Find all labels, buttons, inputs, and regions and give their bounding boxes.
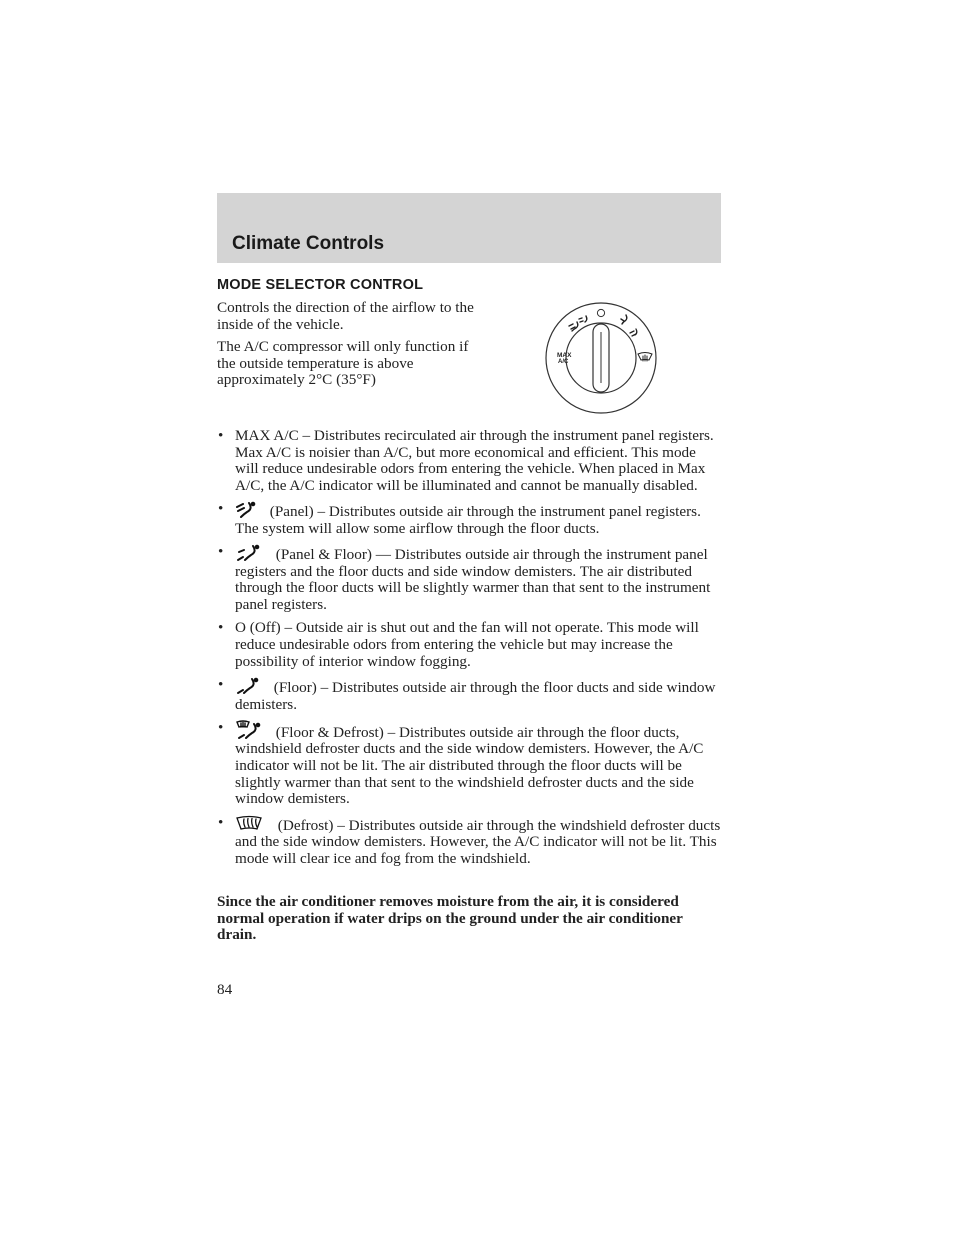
bullet-text: (Defrost) – Distributes outside air through the windshield defroster ducts and the side window demisters. However, the A/C indicator will not be lit. This mode will clear ice and fog from the windshield.	[235, 816, 721, 867]
condensation-note: Since the air conditioner removes moisture from the air, it is considered normal operation if water drips on the ground under the air conditioner drain.	[217, 893, 683, 944]
bullet-dot: •	[218, 675, 224, 693]
panel-floor-vent-icon	[235, 544, 265, 562]
bullet-dot: •	[218, 543, 224, 561]
bullet-max-ac	[217, 428, 723, 494]
intro-paragraph-airflow: Controls the direction of the airflow to the inside of the vehicle.	[217, 299, 474, 333]
panel-vent-icon	[235, 501, 259, 519]
intro-paragraph-compressor: The A/C compressor will only function if the outside temperature is above approximately 2°C (35°F)	[217, 338, 469, 389]
bullet-dot: •	[218, 718, 224, 736]
bullet-off	[217, 620, 723, 670]
bullet-dot: •	[218, 427, 224, 444]
floor-defrost-icon	[235, 720, 265, 740]
bullet-text: (Panel) – Distributes outside air through the instrument panel registers. The system will allow some airflow through the floor ducts.	[235, 503, 701, 537]
page-title: Climate Controls	[232, 233, 385, 254]
bullet-floor	[217, 677, 723, 713]
bullet-text: O (Off) – Outside air is shut out and the fan will not operate. This mode will reduce undesirable odors from entering the vehicle but may increase the possibility of interior window fogging.	[235, 619, 699, 670]
bullet-panel-floor	[217, 544, 723, 613]
bullet-defrost	[217, 815, 723, 868]
page-number: 84	[217, 981, 233, 998]
floor-vent-icon	[235, 677, 263, 695]
dial-max-label: MAX	[557, 352, 572, 359]
bullet-floor-defrost	[217, 720, 723, 808]
bullet-text: MAX A/C – Distributes recirculated air through the instrument panel registers. Max A/C is noisier than A/C, but more economical and efficient. This mode will reduce undesirable odors from entering the vehicle. When placed in Max A/C, the A/C indicator will be illuminated and cannot be manually disabled.	[235, 427, 714, 494]
mode-bullet-list	[217, 428, 723, 874]
bullet-text: (Floor & Defrost) – Distributes outside air through the floor ducts, windshield defroster ducts and the side window demisters. However, the A/C indicator will not be lit. The air distributed through the floor ducts will be slightly warmer than that sent to the windshield defroster ducts and the side window demisters.	[235, 723, 704, 808]
mode-selector-dial	[544, 301, 658, 415]
bullet-text: (Panel & Floor) — Distributes outside air through the instrument panel registers and the floor ducts and side window demisters. The air distributed through the floor ducts will be slightly warmer than that sent to the instrument panel registers.	[235, 546, 711, 613]
bullet-panel	[217, 501, 723, 537]
header-band	[217, 193, 721, 263]
bullet-dot: •	[218, 500, 224, 518]
section-heading: MODE SELECTOR CONTROL	[217, 277, 424, 293]
bullet-dot: •	[218, 619, 224, 637]
defrost-icon	[235, 815, 267, 833]
bullet-dot: •	[218, 813, 224, 831]
dial-ac-label: A/C	[558, 359, 569, 365]
bullet-text: (Floor) – Distributes outside air through the floor ducts and side window demisters.	[235, 678, 716, 713]
